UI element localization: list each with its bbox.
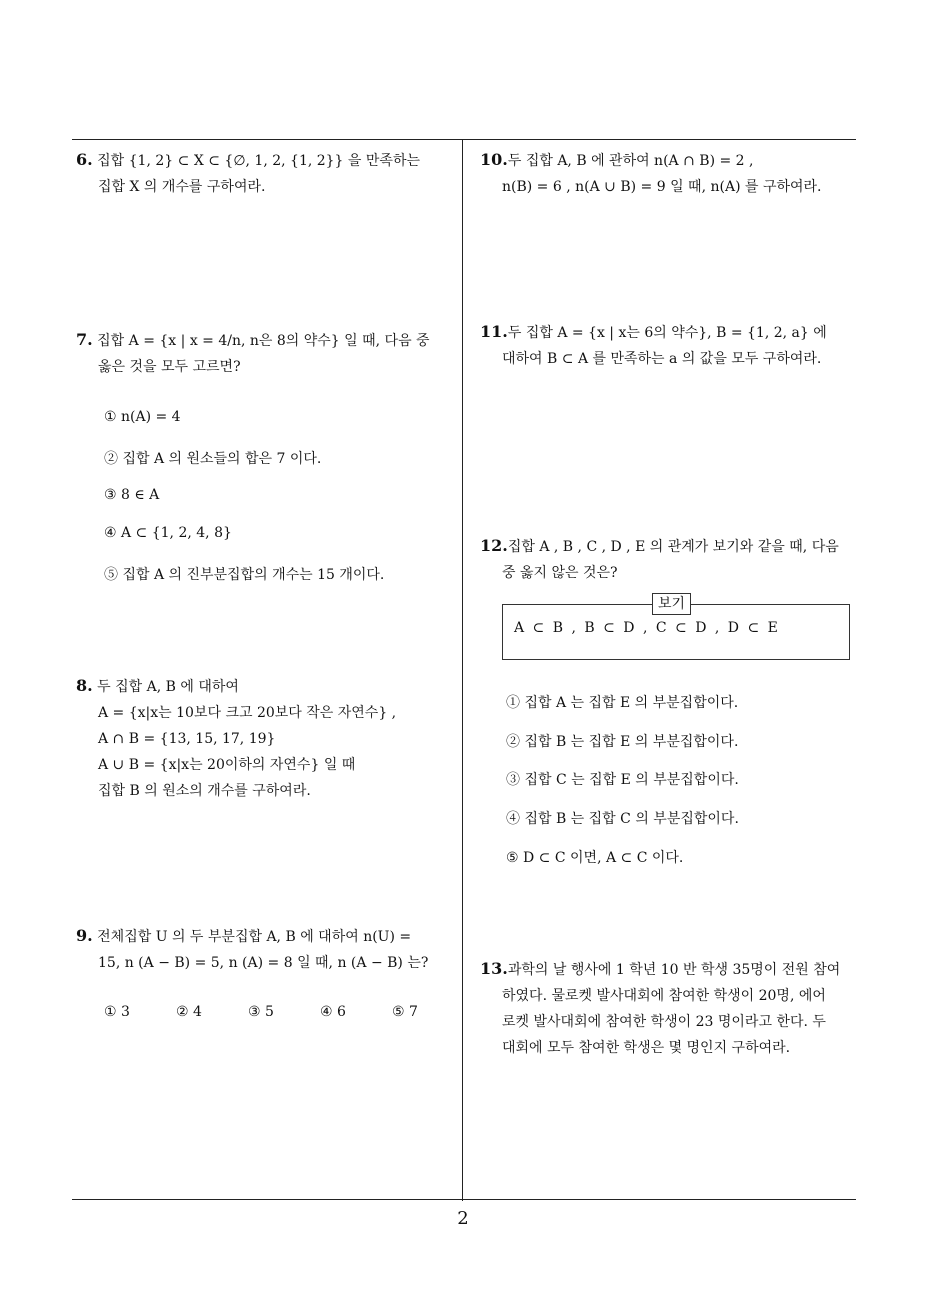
- choice-5: ⑤ 7: [392, 1004, 418, 1020]
- question-text: n(B) = 6 , n(A ∪ B) = 9 일 때, n(A) 를 구하여라.: [502, 179, 822, 195]
- example-box-label: 보기: [652, 593, 691, 615]
- question-text: 대회에 모두 참여한 학생은 몇 명인지 구하여라.: [502, 1040, 791, 1056]
- question-number: 10.: [480, 150, 508, 169]
- question-text: 집합 A = {x | x = 4/n, n은 8의 약수} 일 때, 다음 중: [97, 333, 430, 349]
- choice-2: ② 4: [176, 1004, 202, 1020]
- page-number: 2: [457, 1208, 469, 1229]
- choice-4: ④ 집합 B 는 집합 C 의 부분집합이다.: [506, 811, 739, 827]
- question-text: 하였다. 물로켓 발사대회에 참여한 학생이 20명, 에어: [502, 988, 826, 1004]
- question-text: 과학의 날 행사에 1 학년 10 반 학생 35명이 전원 참여: [507, 962, 841, 978]
- question-text: 두 집합 A, B 에 관하여 n(A ∩ B) = 2 ,: [507, 153, 754, 169]
- question-10: [480, 147, 822, 200]
- choice-3: ③ 8 ∈ A: [104, 487, 160, 503]
- question-text: 대하여 B ⊂ A 를 만족하는 a 의 값을 모두 구하여라.: [502, 351, 822, 367]
- question-text: A ∩ B = {13, 15, 17, 19}: [98, 731, 276, 747]
- question-11: [480, 319, 827, 372]
- choice-4: ④ A ⊂ {1, 2, 4, 8}: [104, 525, 232, 541]
- top-rule: [72, 139, 856, 140]
- choice-5: ⑤ D ⊂ C 이면, A ⊂ C 이다.: [506, 850, 684, 866]
- question-number: 9.: [76, 926, 93, 945]
- question-text: 집합 A , B , C , D , E 의 관계가 보기와 같을 때, 다음: [507, 539, 839, 555]
- question-text: 옳은 것을 모두 고르면?: [98, 359, 241, 375]
- question-number: 7.: [76, 330, 93, 349]
- bottom-rule: [72, 1199, 856, 1200]
- question-number: 11.: [480, 322, 508, 341]
- question-text: 중 옳지 않은 것은?: [502, 565, 618, 581]
- question-7: [76, 327, 430, 380]
- question-number: 8.: [76, 676, 93, 695]
- question-text: 집합 X 의 개수를 구하여라.: [98, 179, 266, 195]
- question-number: 6.: [76, 150, 93, 169]
- question-number: 13.: [480, 959, 508, 978]
- question-text: A = {x|x는 10보다 크고 20보다 작은 자연수} ,: [98, 705, 397, 721]
- example-box-content: A ⊂ B , B ⊂ D , C ⊂ D , D ⊂ E: [514, 620, 778, 636]
- question-8: [76, 673, 396, 804]
- question-text: 로켓 발사대회에 참여한 학생이 23 명이라고 한다. 두: [502, 1014, 826, 1030]
- choice-1: ① 3: [104, 1004, 130, 1020]
- question-9: [76, 923, 428, 976]
- question-text: 집합 B 의 원소의 개수를 구하여라.: [98, 783, 311, 799]
- question-text: 두 집합 A, B 에 대하여: [97, 679, 239, 695]
- question-text: 집합 {1, 2} ⊂ X ⊂ {∅, 1, 2, {1, 2}} 을 만족하는: [97, 153, 420, 169]
- choice-5: ⑤ 집합 A 의 진부분집합의 개수는 15 개이다.: [104, 567, 385, 583]
- choices-row: [104, 1004, 464, 1020]
- question-text: A ∪ B = {x|x는 20이하의 자연수} 일 때: [98, 757, 356, 773]
- column-divider: [462, 139, 463, 1201]
- choice-3: ③ 집합 C 는 집합 E 의 부분집합이다.: [506, 772, 739, 788]
- question-text: 15, n (A − B) = 5, n (A) = 8 일 때, n (A − B) 는?: [98, 955, 429, 971]
- question-number: 12.: [480, 536, 508, 555]
- choice-1: ① n(A) = 4: [104, 409, 181, 425]
- choice-4: ④ 6: [320, 1004, 346, 1020]
- choice-2: ② 집합 B 는 집합 E 의 부분집합이다.: [506, 734, 739, 750]
- question-12: [480, 533, 839, 586]
- question-6: [76, 147, 420, 200]
- question-text: 전체집합 U 의 두 부분집합 A, B 에 대하여 n(U) =: [97, 929, 412, 945]
- choice-2: ② 집합 A 의 원소들의 합은 7 이다.: [104, 451, 322, 467]
- question-text: 두 집합 A = {x | x는 6의 약수}, B = {1, 2, a} 에: [507, 325, 827, 341]
- choice-1: ① 집합 A 는 집합 E 의 부분집합이다.: [506, 695, 739, 711]
- choice-3: ③ 5: [248, 1004, 274, 1020]
- question-13: [480, 956, 840, 1061]
